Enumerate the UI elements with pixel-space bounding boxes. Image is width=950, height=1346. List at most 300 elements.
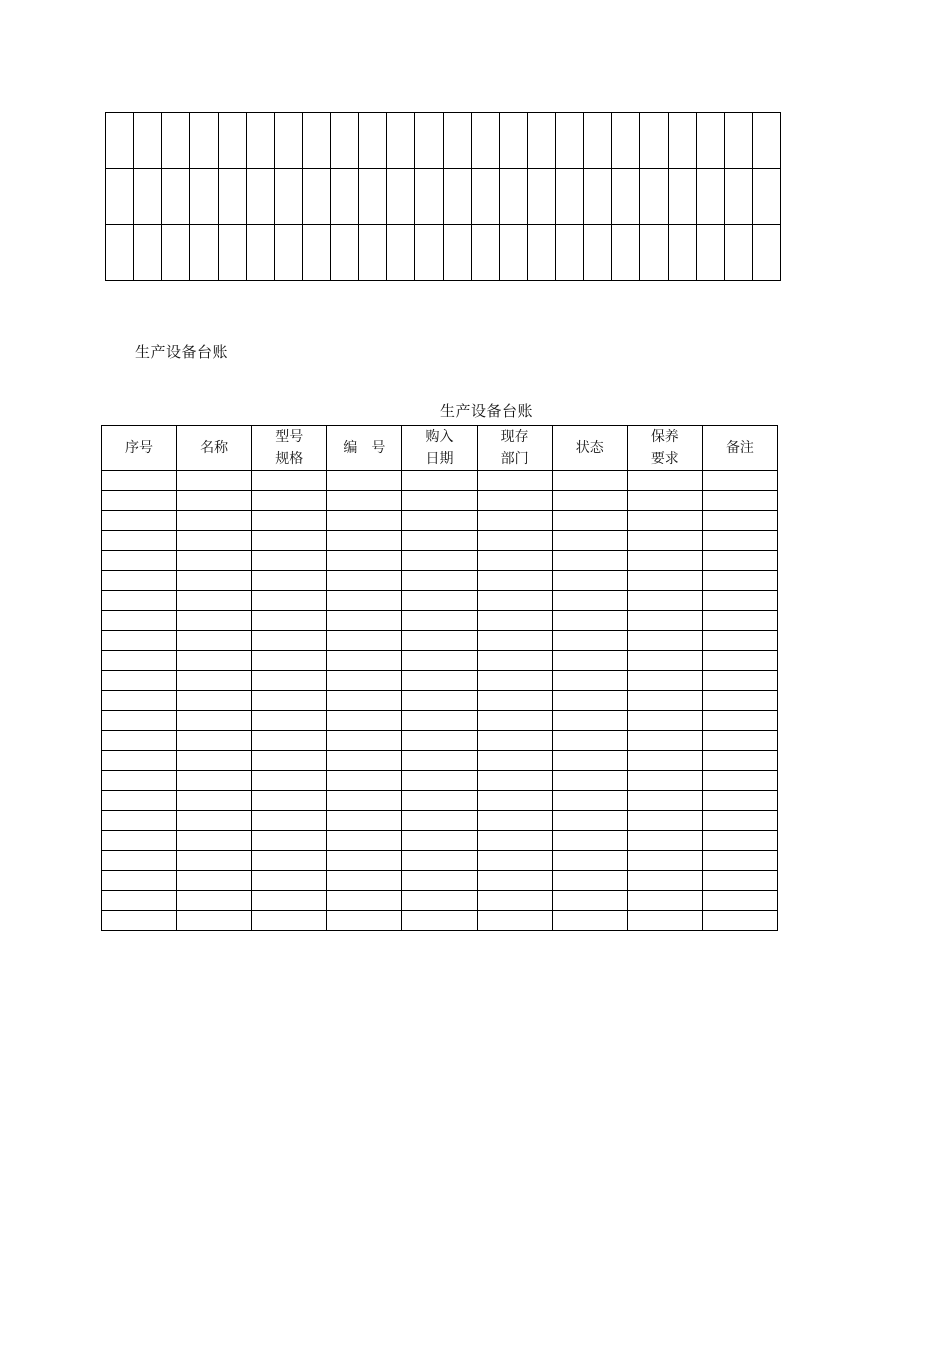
ledger-cell [402,791,477,811]
ledger-cell [327,591,402,611]
ledger-cell [177,571,252,591]
ledger-cell [252,911,327,931]
ledger-cell [102,491,177,511]
blank-grid-cell [668,169,696,225]
ledger-cell [702,591,777,611]
ledger-cell [252,751,327,771]
blank-grid-cell [218,113,246,169]
ledger-row [102,791,778,811]
ledger-cell [252,551,327,571]
ledger-cell [252,511,327,531]
ledger-cell [252,671,327,691]
blank-grid-cell [387,113,415,169]
blank-grid-cell [331,225,359,281]
header-text: 序号 [125,440,154,456]
ledger-cell [627,911,702,931]
ledger-cell [477,891,552,911]
ledger-cell [477,571,552,591]
ledger-cell [177,751,252,771]
header-text: 保养 [650,429,679,445]
ledger-cell [102,711,177,731]
header-text: 规格 [275,451,304,467]
ledger-cell [252,771,327,791]
ledger-cell [177,891,252,911]
blank-grid-cell [302,113,330,169]
ledger-cell [327,891,402,911]
ledger-row [102,691,778,711]
ledger-cell [327,571,402,591]
ledger-column-header [552,426,627,471]
ledger-row [102,491,778,511]
ledger-cell [477,611,552,631]
ledger-cell [177,491,252,511]
blank-grid-cell [415,113,443,169]
blank-grid-cell [696,113,724,169]
ledger-cell [477,771,552,791]
ledger-cell [327,471,402,491]
ledger-cell [627,671,702,691]
blank-grid-row [106,169,781,225]
blank-grid-cell [302,225,330,281]
header-text: 购入 [425,429,454,445]
blank-grid-cell [499,169,527,225]
equipment-ledger-table [101,425,778,931]
ledger-cell [627,791,702,811]
ledger-header-row [102,426,778,471]
blank-grid-cell [471,113,499,169]
blank-grid-cell [724,113,752,169]
ledger-cell [627,571,702,591]
ledger-cell [252,591,327,611]
ledger-cell [477,691,552,711]
blank-grid-cell [190,113,218,169]
ledger-cell [552,571,627,591]
header-text: 编 号 [343,440,386,456]
ledger-cell [327,711,402,731]
ledger-cell [402,651,477,671]
ledger-cell [552,651,627,671]
ledger-cell [702,611,777,631]
ledger-cell [627,511,702,531]
ledger-cell [477,651,552,671]
ledger-cell [177,911,252,931]
blank-grid-cell [106,113,134,169]
ledger-cell [327,491,402,511]
blank-grid-cell [724,225,752,281]
ledger-cell [252,791,327,811]
blank-grid-cell [387,225,415,281]
ledger-row [102,891,778,911]
ledger-cell [177,811,252,831]
ledger-cell [702,671,777,691]
ledger-cell [552,551,627,571]
blank-grid-cell [246,225,274,281]
ledger-cell [702,911,777,931]
ledger-cell [627,831,702,851]
ledger-cell [402,531,477,551]
ledger-cell [102,611,177,631]
ledger-cell [252,811,327,831]
ledger-row [102,771,778,791]
ledger-cell [252,631,327,651]
ledger-column-header [702,426,777,471]
ledger-cell [327,791,402,811]
ledger-cell [627,731,702,751]
ledger-row [102,611,778,631]
ledger-cell [177,731,252,751]
ledger-cell [552,591,627,611]
ledger-cell [552,751,627,771]
ledger-cell [552,771,627,791]
ledger-cell [552,731,627,751]
ledger-cell [177,691,252,711]
ledger-cell [102,891,177,911]
ledger-row [102,911,778,931]
blank-grid-cell [752,113,780,169]
ledger-cell [177,651,252,671]
ledger-cell [627,531,702,551]
blank-grid-cell [190,225,218,281]
ledger-cell [702,731,777,751]
ledger-cell [252,471,327,491]
blank-grid-cell [190,169,218,225]
ledger-cell [327,531,402,551]
ledger-cell [402,571,477,591]
ledger-cell [177,471,252,491]
section-label: 生产设备台账 [135,343,229,361]
blank-grid-cell [162,225,190,281]
ledger-cell [102,531,177,551]
ledger-cell [702,631,777,651]
ledger-cell [402,591,477,611]
blank-grid-cell [668,225,696,281]
ledger-cell [702,891,777,911]
ledger-cell [327,871,402,891]
ledger-cell [402,511,477,531]
blank-grid-cell [443,169,471,225]
blank-grid-cell [696,225,724,281]
header-text: 状态 [575,440,604,456]
ledger-row [102,831,778,851]
ledger-cell [102,851,177,871]
ledger-row [102,871,778,891]
blank-grid-cell [134,113,162,169]
blank-grid-cell [471,225,499,281]
ledger-cell [402,691,477,711]
ledger-cell [477,591,552,611]
ledger-cell [402,491,477,511]
ledger-cell [627,631,702,651]
ledger-cell [102,471,177,491]
ledger-cell [552,791,627,811]
ledger-cell [402,911,477,931]
header-text: 日期 [425,451,454,467]
ledger-cell [702,871,777,891]
blank-grid-cell [274,169,302,225]
blank-grid-cell [331,169,359,225]
ledger-cell [552,871,627,891]
ledger-cell [477,751,552,771]
blank-grid-cell [274,225,302,281]
ledger-body [102,471,778,931]
ledger-cell [327,551,402,571]
ledger-cell [552,531,627,551]
ledger-row [102,471,778,491]
ledger-cell [402,891,477,911]
ledger-cell [477,631,552,651]
ledger-cell [552,511,627,531]
ledger-column-header [177,426,252,471]
blank-grid-cell [584,169,612,225]
ledger-cell [477,511,552,531]
ledger-cell [477,831,552,851]
ledger-row [102,851,778,871]
blank-grid-cell [584,113,612,169]
ledger-row [102,751,778,771]
ledger-cell [177,851,252,871]
ledger-cell [102,571,177,591]
ledger-cell [252,611,327,631]
blank-grid-cell [359,113,387,169]
ledger-cell [477,471,552,491]
blank-grid-cell [415,225,443,281]
ledger-cell [402,711,477,731]
ledger-cell [552,671,627,691]
ledger-cell [102,751,177,771]
blank-grid-cell [556,225,584,281]
ledger-cell [627,851,702,871]
ledger-cell [102,631,177,651]
ledger-cell [627,471,702,491]
ledger-row [102,511,778,531]
ledger-cell [327,831,402,851]
ledger-cell [627,691,702,711]
header-text: 要求 [650,451,679,467]
ledger-cell [477,791,552,811]
ledger-cell [627,711,702,731]
blank-grid-cell [752,225,780,281]
ledger-cell [102,871,177,891]
ledger-cell [702,791,777,811]
ledger-cell [627,751,702,771]
blank-grid-body [106,113,781,281]
blank-grid-cell [218,169,246,225]
header-text: 现存 [500,429,529,445]
ledger-cell [402,871,477,891]
header-text: 部门 [500,451,529,467]
blank-grid-cell [556,169,584,225]
blank-grid-cell [443,113,471,169]
blank-grid-row [106,225,781,281]
ledger-cell [402,611,477,631]
ledger-cell [402,731,477,751]
ledger-row [102,671,778,691]
ledger-cell [102,691,177,711]
ledger-cell [627,771,702,791]
ledger-cell [102,831,177,851]
ledger-cell [702,511,777,531]
blank-grid-row [106,113,781,169]
ledger-column-header [477,426,552,471]
ledger-cell [477,811,552,831]
ledger-cell [102,731,177,751]
ledger-cell [177,671,252,691]
blank-grid-cell [752,169,780,225]
ledger-cell [702,771,777,791]
ledger-cell [402,471,477,491]
ledger-cell [627,651,702,671]
ledger-cell [552,711,627,731]
ledger-column-header [402,426,477,471]
ledger-cell [252,491,327,511]
ledger-cell [102,911,177,931]
ledger-row [102,711,778,731]
blank-grid-cell [134,169,162,225]
ledger-cell [177,831,252,851]
blank-grid-cell [106,225,134,281]
ledger-cell [402,631,477,651]
ledger-cell [102,551,177,571]
ledger-cell [177,791,252,811]
blank-grid-cell [359,169,387,225]
ledger-cell [327,911,402,931]
ledger-cell [252,851,327,871]
ledger-row [102,531,778,551]
ledger-cell [477,531,552,551]
ledger-cell [477,711,552,731]
ledger-cell [402,771,477,791]
ledger-cell [702,471,777,491]
ledger-column-header [627,426,702,471]
ledger-cell [102,591,177,611]
blank-grid-cell [612,169,640,225]
ledger-cell [177,611,252,631]
blank-grid-cell [162,113,190,169]
ledger-cell [327,751,402,771]
ledger-cell [702,831,777,851]
blank-grid-cell [556,113,584,169]
ledger-cell [102,811,177,831]
ledger-cell [552,831,627,851]
ledger-cell [627,871,702,891]
ledger-cell [327,651,402,671]
blank-grid-cell [443,225,471,281]
ledger-column-header [327,426,402,471]
blank-grid-cell [696,169,724,225]
ledger-cell [702,491,777,511]
blank-grid-cell [668,113,696,169]
ledger-cell [252,571,327,591]
ledger-header [102,426,778,471]
blank-grid-cell [471,169,499,225]
blank-grid-cell [246,169,274,225]
blank-grid-cell [527,169,555,225]
ledger-cell [477,731,552,751]
ledger-cell [402,671,477,691]
blank-grid-cell [640,225,668,281]
header-text: 名称 [200,440,229,456]
ledger-cell [552,911,627,931]
ledger-cell [702,571,777,591]
ledger-cell [327,771,402,791]
ledger-cell [177,551,252,571]
blank-grid-cell [415,169,443,225]
ledger-cell [177,871,252,891]
blank-grid-cell [331,113,359,169]
blank-grid-cell [359,225,387,281]
ledger-cell [627,491,702,511]
ledger-cell [327,851,402,871]
ledger-cell [477,851,552,871]
ledger-cell [627,811,702,831]
ledger-cell [252,831,327,851]
ledger-cell [327,691,402,711]
ledger-cell [552,471,627,491]
ledger-cell [552,851,627,871]
ledger-cell [702,651,777,671]
blank-grid-cell [387,169,415,225]
ledger-cell [102,511,177,531]
ledger-column-header [102,426,177,471]
ledger-cell [327,671,402,691]
ledger-cell [477,911,552,931]
ledger-cell [252,531,327,551]
ledger-cell [552,811,627,831]
ledger-cell [627,891,702,911]
ledger-row [102,551,778,571]
ledger-cell [102,651,177,671]
ledger-cell [477,551,552,571]
ledger-cell [327,811,402,831]
ledger-column-header [252,426,327,471]
ledger-cell [627,591,702,611]
blank-grid-cell [218,225,246,281]
ledger-cell [177,511,252,531]
ledger-cell [702,711,777,731]
ledger-row [102,731,778,751]
ledger-cell [702,531,777,551]
ledger-cell [552,691,627,711]
blank-grid-cell [584,225,612,281]
ledger-cell [702,811,777,831]
header-text: 备注 [725,440,754,456]
ledger-cell [627,551,702,571]
ledger-cell [702,551,777,571]
ledger-cell [327,611,402,631]
blank-grid-cell [134,225,162,281]
ledger-cell [402,551,477,571]
ledger-cell [102,671,177,691]
ledger-cell [627,611,702,631]
ledger-cell [252,651,327,671]
ledger-title: 生产设备台账 [440,402,534,420]
ledger-cell [702,751,777,771]
blank-grid-cell [499,225,527,281]
blank-grid-table [105,112,781,281]
ledger-row [102,571,778,591]
blank-grid-cell [527,225,555,281]
ledger-cell [327,511,402,531]
ledger-cell [477,491,552,511]
ledger-row [102,591,778,611]
ledger-cell [252,891,327,911]
ledger-cell [402,851,477,871]
blank-grid-cell [640,113,668,169]
ledger-cell [177,771,252,791]
blank-grid-cell [640,169,668,225]
ledger-cell [402,751,477,771]
ledger-cell [552,491,627,511]
